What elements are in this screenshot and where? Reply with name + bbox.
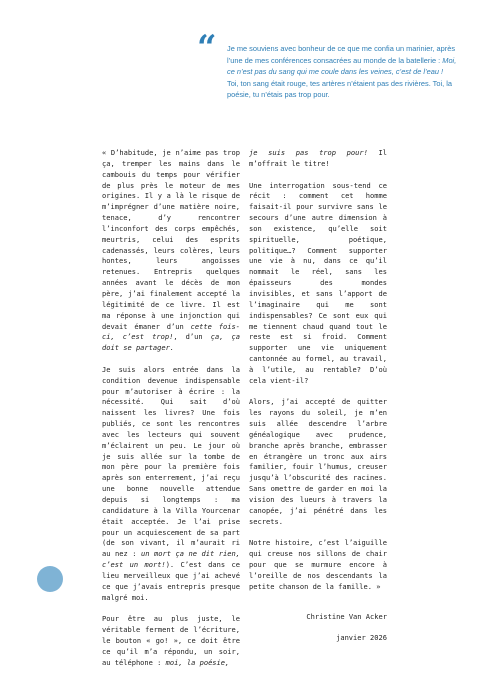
body-emphasis: cette fois-ci, c’est trop! — [102, 321, 241, 342]
left-column — [102, 148, 240, 679]
body-paragraph: Notre histoire, c’est l’aiguille qui creuse nos sillons de chair pour que se murmure encore à l’oreille de nos descendants la petite chanson de la famille. » — [249, 538, 387, 591]
body-paragraph — [102, 365, 240, 604]
quotation-mark-icon: “ — [197, 28, 217, 68]
signature-date: janvier 2026 — [336, 633, 387, 643]
body-text: ). C’est dans ce lieu merveilleux que j’ai achevé ce que j’avais entrepris presque malgré moi. — [102, 560, 240, 602]
body-emphasis: moi, la poésie, — [165, 657, 230, 667]
body-text: Il m’offrait le titre! — [249, 148, 387, 168]
body-paragraph — [102, 148, 240, 354]
body-emphasis: un mort ça ne dit rien, c’est un mort! — [102, 549, 240, 570]
page-corner-decoration — [37, 566, 63, 592]
pull-quote — [227, 43, 465, 101]
body-text: , d’un — [173, 332, 211, 342]
body-paragraph: Une interrogation sous-tend ce récit : comment cet homme faisait-il pour survivre sans le secours d’une autre dimension à son existence, qu’elle soit spirituelle, poétique, politique…? Comment supporter une vie à nu, dans ce qu’il nommait le réel, sans les épaisseurs des mondes invisibles, et sans l’apport de l’imaginaire qui me sont indispensables? Ce sont eux qui me tiennent chaud quand tout le reste est si froid. Comment supporter une vie uniquement cantonnée au formel, au travail, à l’utile, au rentable? D’où cela vient-il? — [249, 180, 387, 385]
body-paragraph: Alors, j’ai accepté de quitter les rayons du soleil, je m’en suis allée descendre l’arbre généalogique avec prudence, branche après branche, embrasser en étrangère un tronc aux airs familier, fouir l’humus, creuser jusqu’à l’obscurité des racines. Sans omettre de garder en moi la vision des lueurs à travers la canopée, j’ai pénétré dans les secrets. — [249, 397, 387, 526]
body-paragraph — [249, 148, 387, 170]
pull-quote-text: Je me souviens avec bonheur de ce que me confia un marinier, après l’une de mes conférences consacrées au monde de la batellerie : — [227, 44, 456, 65]
body-emphasis: je suis pas trop pour! — [249, 148, 368, 157]
body-emphasis: ça, ça doit se partager. — [102, 332, 240, 353]
body-paragraph — [102, 614, 240, 668]
body-text: « D’habitude, je n’aime pas trop ça, tremper les mains dans le cambouis du temps pour vérifier de plus près le moteur de mes origines. Il y a là le risque de m’imprégner d’une matière noire, tenace, d’y rencontrer l’inconfort des corps empêchés, meurtris, celui des esprits cadenassés, leurs colères, leurs hontes, leurs angoisses retenues. Entrepris quelques années avant le décès de mon père, j’ai finalement accepté la légitimité de ce livre. Il est ma réponse à une injonction qui devait émaner d’un — [102, 148, 240, 331]
pull-quote-text: Toi, ton sang était rouge, tes artères n’étaient pas des rivières. Toi, la poésie, tu n’étais pas trop pour. — [227, 78, 452, 99]
right-column — [249, 148, 387, 655]
body-text: Pour être au plus juste, le véritable ferment de l’écriture, le bouton « go! », ce doit être ce qu’il m’a répondu, un soir, au téléphone : — [102, 614, 240, 667]
pull-quote-paragraph — [227, 43, 465, 78]
pull-quote-paragraph — [227, 78, 465, 101]
pull-quote-emphasis: Moi, ce n’est pas du sang qui me coule dans les veines, c’est de l’eau ! — [227, 55, 457, 76]
body-text: Je suis alors entrée dans la condition devenue indispensable pour m’autoriser à écrire : la nécessité. Qui sait d’où naissent les livres? Une fois publiés, ce sont les rencontres avec les lecteurs qui souvent m’éclairent un peu. Le jour où je suis allée sur la tombe de mon père pour la première fois après son enterrement, j’ai reçu une bonne nouvelle attendue depuis si longtemps : ma candidature à la Villa Yourcenar était acceptée. Je l’ai prise pour un acquiescement de sa part (de son vivant, il m’aurait ri au nez : — [102, 364, 240, 559]
signature-block — [249, 612, 387, 645]
author-signature: Christine Van Acker — [306, 611, 387, 621]
